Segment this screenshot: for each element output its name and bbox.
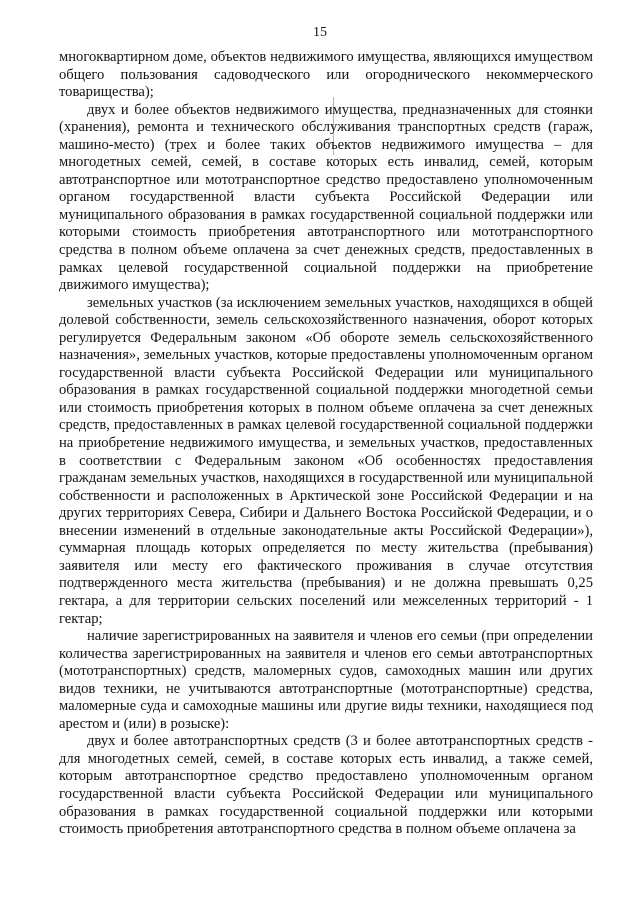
paragraph-1: многоквартирном доме, объектов недвижимого имущества, являющихся имуществом общего пользования садоводческого или огороднического некоммерческого товарищества); [59,49,593,101]
paragraph-3: земельных участков (за исключением земельных участков, находящихся в общей долевой собственности, земель сельскохозяйственного назначения, оборот которых регулируется Федеральным законом «Об обороте земель сельскохозяйственного назначения», земельных участков, которые предоставлены уполномоченным органом государственной власти субъекта Российской Федерации или муниципального образования в рамках государственной социальной поддержки многодетной семьи или стоимость приобретения которых в полном объеме оплачена за счет денежных средств, предоставленных в рамках целевой государственной социальной поддержки на приобретение недвижимого имущества, и земельных участков, предоставленных в соответствии с Федеральным законом «Об особенностях предоставления гражданам земельных участков, находящихся в государственной или муниципальной собственности и расположенных в Арктической зоне Российской Федерации и на других территориях Севера, Сибири и Дальнего Востока Российской Федерации, и о внесении изменений в отдельные законодательные акты Российской Федерации»), суммарная площадь которых определяется по месту жительства (пребывания) заявителя или месту его фактического проживания в случае отсутствия подтвержденного места жительства (пребывания) и не должна превышать 0,25 гектара, а для территории сельских поселений или межселенных территорий - 1 гектар; [59,294,593,627]
document-body [59,49,593,839]
paragraph-5: двух и более автотранспортных средств (3 и более автотранспортных средств - для многодетных семей, семей, в составе которых есть инвалид, а также семей, которым автотранспортное средство предоставлено уполномоченным органом государственной власти субъекта Российской Федерации или муниципального образования в рамках государственной социальной поддержки или которыми стоимость приобретения автотранспортного средства в полном объеме оплачена за [59,733,593,838]
page-number: 15 [313,25,327,40]
paragraph-2: двух и более объектов недвижимого имущества, предназначенных для стоянки (хранения), ремонта и технического обслуживания транспортных средств (гараж, машино-место) (трех и более таких объектов недвижимого имущества – для многодетных семей, семей, в составе которых есть инвалид, семей, которым автотранспортное или мототранспортное средство предоставлено уполномоченным органом государственной власти субъекта Российской Федерации или муниципального образования в рамках государственной социальной поддержки или которыми стоимость приобретения автотранспортного или мототранспортного средства в полном объеме оплачена за счет денежных средств, предоставленных в рамках целевой государственной социальной поддержки на приобретение движимого имущества); [59,101,593,294]
paragraph-4: наличие зарегистрированных на заявителя и членов его семьи (при определении количества зарегистрированных на заявителя и членов его семьи автотранспортных (мототранспортных) средств, маломерных судов, самоходных машин или других видов техники, не учитываются автотранспортные (мототранспортные) средства, маломерные суда и самоходные машины или другие виды техники, находящиеся под арестом и (или) в розыске): [59,628,593,732]
